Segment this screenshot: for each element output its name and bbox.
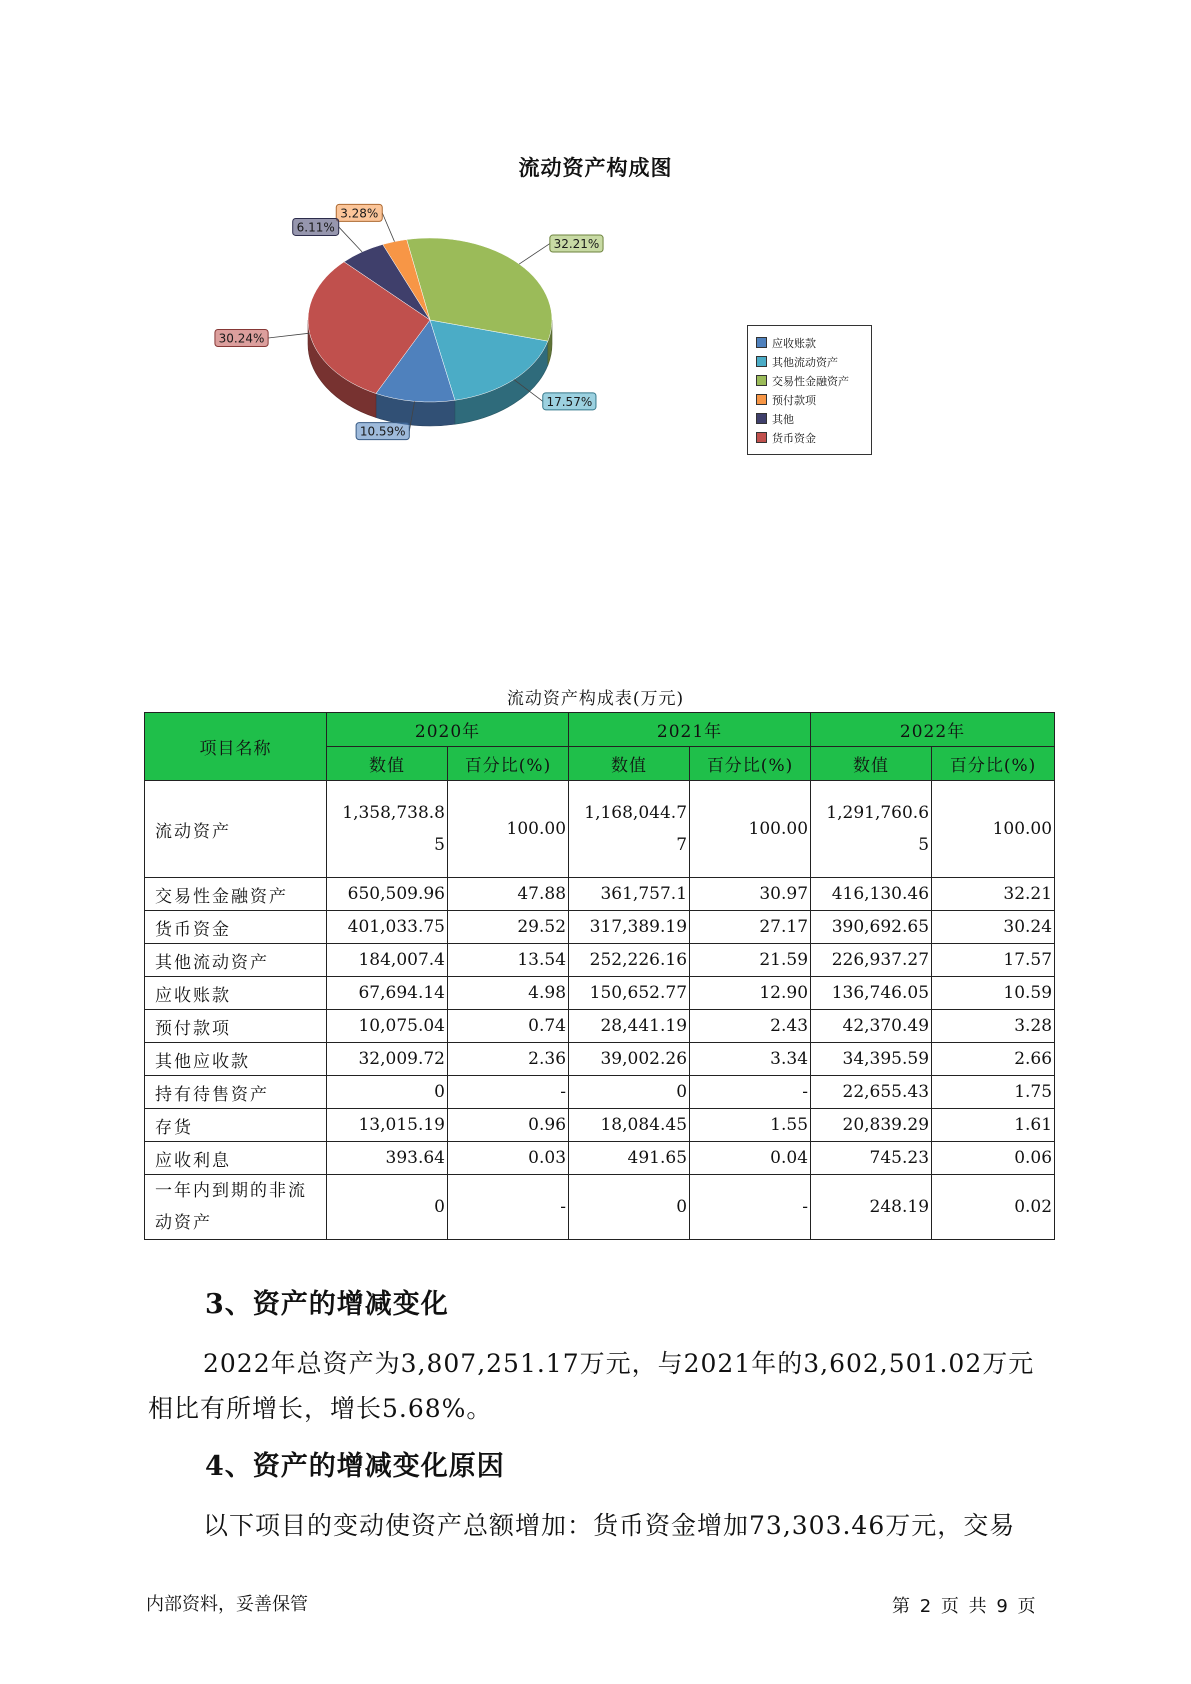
pie-chart [218,205,650,450]
cell-percent: 3.28 [932,1010,1055,1043]
cell-value: 416,130.46 [811,878,932,911]
table-row [145,1175,1055,1240]
legend-swatch [756,356,767,367]
header-value: 数值 [327,747,448,781]
cell-percent: 17.57 [932,944,1055,977]
legend-swatch [756,337,767,348]
cell-value: 226,937.27 [811,944,932,977]
header-value: 数值 [811,747,932,781]
pie-value-label: 10.59% [359,424,406,439]
cell-value: 39,002.26 [569,1043,690,1076]
cell-value: 252,226.16 [569,944,690,977]
table-row [145,911,1055,944]
cell-value: 401,033.75 [327,911,448,944]
cell-value: 13,015.19 [327,1109,448,1142]
legend-swatch [756,394,767,405]
cell-percent: - [448,1175,569,1240]
legend-item [756,371,871,390]
cell-percent: 0.96 [448,1109,569,1142]
cell-value: 0 [327,1175,448,1240]
section-paragraph: 2022年总资产为3,807,251.17万元，与2021年的3,602,501.02万元相比有所增长，增长5.68%。 [148,1349,1035,1423]
row-name: 其他流动资产 [145,944,327,977]
cell-value: 42,370.49 [811,1010,932,1043]
cell-percent: 2.36 [448,1043,569,1076]
row-name: 其他应收款 [145,1043,327,1076]
pie-value-label: 17.57% [546,394,593,409]
header-year: 2021年 [569,713,811,747]
legend-swatch [756,413,767,424]
legend-item [756,333,871,352]
cell-value: 390,692.65 [811,911,932,944]
cell-percent: 30.24 [932,911,1055,944]
legend-swatch [756,375,767,386]
legend-label: 其他 [772,412,794,426]
header-item: 项目名称 [145,713,327,781]
cell-value: 34,395.59 [811,1043,932,1076]
cell-value: 136,746.05 [811,977,932,1010]
cell-percent: 21.59 [690,944,811,977]
header-value: 数值 [569,747,690,781]
cell-percent: 2.43 [690,1010,811,1043]
table-row [145,1076,1055,1109]
header-percent: 百分比(%) [448,747,569,781]
row-name: 持有待售资产 [145,1076,327,1109]
cell-percent: 27.17 [690,911,811,944]
pie-leader-line [382,213,394,242]
cell-percent: 100.00 [690,781,811,878]
pie-leader-line [268,333,309,338]
row-name: 应收账款 [145,977,327,1010]
cell-percent: 0.06 [932,1142,1055,1175]
cell-percent: 10.59 [932,977,1055,1010]
row-name: 一年内到期的非流 动资产 [145,1175,327,1240]
footer-confidential: 内部资料，妥善保管 [146,1594,308,1615]
legend-item [756,428,871,447]
pie-value-label: 6.11% [296,220,335,235]
section-heading: 4、资产的增减变化原因 [205,1451,505,1482]
table-row [145,781,1055,878]
table-row [145,944,1055,977]
table-row [145,878,1055,911]
table-row [145,1043,1055,1076]
cell-value: 0 [327,1076,448,1109]
cell-value: 248.19 [811,1175,932,1240]
cell-percent: 13.54 [448,944,569,977]
cell-percent: - [448,1076,569,1109]
header-percent: 百分比(%) [690,747,811,781]
cell-percent: 0.02 [932,1175,1055,1240]
cell-percent: 0.74 [448,1010,569,1043]
chart-legend [747,325,872,455]
cell-percent: 29.52 [448,911,569,944]
header-year: 2022年 [811,713,1055,747]
footer-page-number: 第 2 页 共 9 页 [892,1596,1038,1617]
cell-percent: 2.66 [932,1043,1055,1076]
legend-label: 货币资金 [772,431,816,445]
legend-item [756,390,871,409]
legend-label: 其他流动资产 [772,355,838,369]
legend-item [756,409,871,428]
cell-value: 0 [569,1076,690,1109]
row-name: 货币资金 [145,911,327,944]
cell-value: 1,291,760.6 5 [811,781,932,878]
row-name: 交易性金融资产 [145,878,327,911]
pie-value-label: 30.24% [218,331,265,346]
table-caption: 流动资产构成表(万元) [506,689,685,709]
cell-value: 184,007.4 [327,944,448,977]
cell-percent: 1.55 [690,1109,811,1142]
table-row [145,1109,1055,1142]
legend-label: 预付款项 [772,393,816,407]
cell-value: 361,757.1 [569,878,690,911]
cell-percent: 32.21 [932,878,1055,911]
cell-value: 1,168,044.7 7 [569,781,690,878]
table-row [145,1142,1055,1175]
row-name: 应收利息 [145,1142,327,1175]
cell-percent: 4.98 [448,977,569,1010]
cell-value: 650,509.96 [327,878,448,911]
cell-percent: - [690,1175,811,1240]
cell-value: 10,075.04 [327,1010,448,1043]
cell-percent: 30.97 [690,878,811,911]
cell-percent: - [690,1076,811,1109]
section-heading: 3、资产的增减变化 [205,1289,449,1320]
cell-percent: 100.00 [448,781,569,878]
cell-value: 28,441.19 [569,1010,690,1043]
row-name: 流动资产 [145,781,327,878]
row-name: 存货 [145,1109,327,1142]
chart-title: 流动资产构成图 [518,156,673,180]
header-percent: 百分比(%) [932,747,1055,781]
cell-percent: 1.75 [932,1076,1055,1109]
cell-percent: 0.04 [690,1142,811,1175]
row-name: 预付款项 [145,1010,327,1043]
cell-percent: 47.88 [448,878,569,911]
cell-value: 67,694.14 [327,977,448,1010]
cell-value: 150,652.77 [569,977,690,1010]
assets-table [144,712,1055,1240]
cell-value: 22,655.43 [811,1076,932,1109]
cell-percent: 12.90 [690,977,811,1010]
pie-leader-line [339,227,362,252]
cell-value: 1,358,738.8 5 [327,781,448,878]
cell-value: 745.23 [811,1142,932,1175]
cell-percent: 0.03 [448,1142,569,1175]
legend-label: 交易性金融资产 [772,374,849,388]
table-row [145,1010,1055,1043]
cell-value: 32,009.72 [327,1043,448,1076]
section-paragraph: 以下项目的变动使资产总额增加：货币资金增加73,303.46万元，交易 [203,1511,1016,1540]
legend-item [756,352,871,371]
pie-value-label: 3.28% [340,206,379,221]
cell-value: 491.65 [569,1142,690,1175]
cell-value: 317,389.19 [569,911,690,944]
cell-value: 0 [569,1175,690,1240]
cell-percent: 100.00 [932,781,1055,878]
legend-swatch [756,432,767,443]
header-year: 2020年 [327,713,569,747]
table-row [145,977,1055,1010]
cell-percent: 1.61 [932,1109,1055,1142]
cell-value: 393.64 [327,1142,448,1175]
pie-leader-line [519,244,550,264]
cell-value: 20,839.29 [811,1109,932,1142]
cell-value: 18,084.45 [569,1109,690,1142]
legend-label: 应收账款 [772,336,816,350]
cell-percent: 3.34 [690,1043,811,1076]
pie-value-label: 32.21% [553,237,600,252]
